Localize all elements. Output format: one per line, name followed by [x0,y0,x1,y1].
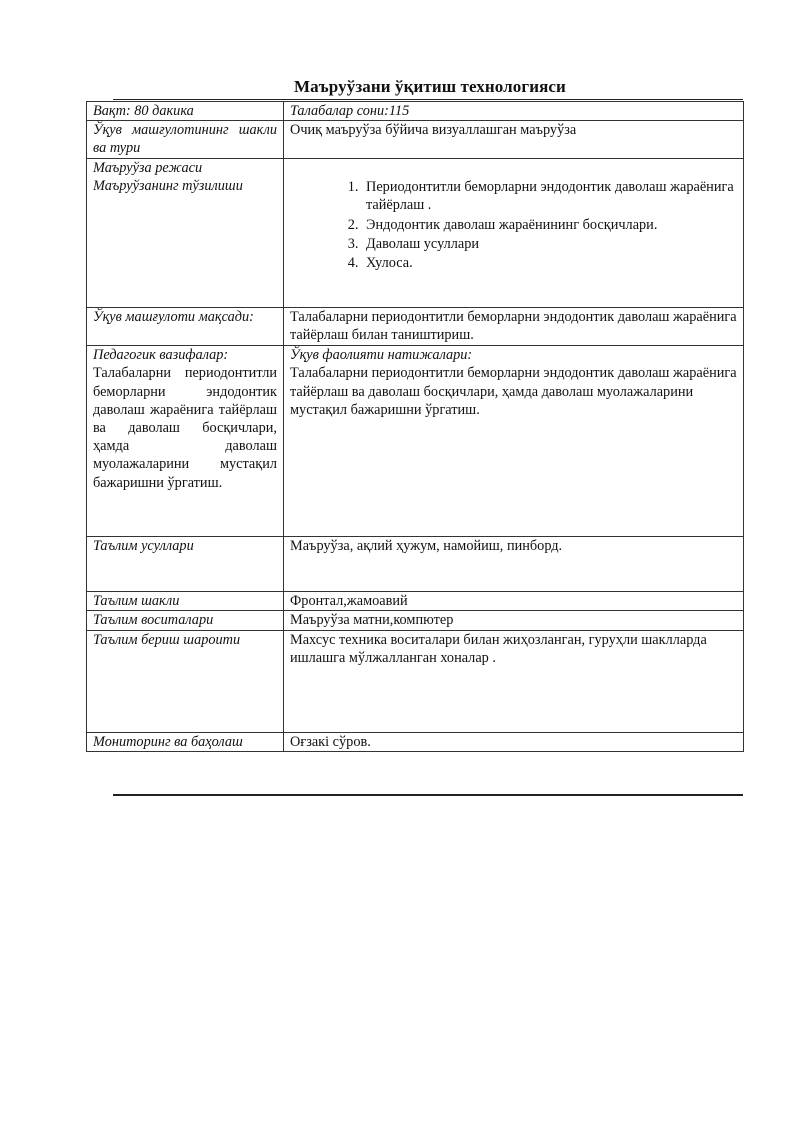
plan-label [87,159,284,308]
results-text: Талабаларни периодонтитли беморларни эндодонтик даволаш жараёнига тайёрлаш ва даволаш босқичлари, ҳамда даволаш муолажаларини мустақил бажаришни ўргатиш. [290,365,737,418]
plan-list [290,178,737,272]
tasks-text: Талабаларни периодонтитли беморларни эндодонтик даволаш жараёнига тайёрлаш ва даволаш босқичлари, ҳамда даволаш муолажаларини мустақил бажаришни ўргатиш. [93,365,277,491]
monitoring-value: Оғзакi сўров. [284,732,744,751]
students-count: Талабалар сони:115 [284,102,744,121]
table-row-goal [87,308,744,346]
table-row-form [87,592,744,611]
monitoring-label: Мониторинг ва баҳолаш [87,732,284,751]
tasks-label: Педагогик вазифалар: [93,347,229,364]
table-row-plan [87,159,744,308]
table-row-time [87,102,744,121]
methods-label: Таълим усуллари [87,537,284,592]
lesson-plan-table [86,101,744,752]
plan-item-3: 3. Даволаш усуллари [362,235,737,253]
table-row-methods [87,537,744,592]
plan-item-2: 2. Эндодонтик даволаш жараёнининг босқичлари. [362,216,737,234]
plan-list-cell [284,159,744,308]
session-form-label: Ўқув машғулотининг шакли ва тури [87,121,284,159]
form-label: Таълим шакли [87,592,284,611]
methods-value: Маъруўза, ақлий ҳужум, намойиш, пинборд. [284,537,744,592]
plan-label-line2: Маъруўзанинг тўзилиши [93,178,243,195]
results-cell [284,346,744,537]
table-row-conditions [87,630,744,732]
time-label: Вақт: 80 дакика [87,102,284,121]
tasks-cell [87,346,284,537]
table-row-means [87,611,744,630]
title-underline [113,99,743,100]
page-title: Маъруўзани ўқитиш технологияси [294,77,566,96]
table-row-session-form [87,121,744,159]
conditions-value: Махсус техника воситалари билан жиҳозланган, гуруҳли шаклларда ишлашга мўлжалланган хоналар . [284,630,744,732]
plan-item-4: 4. Хулоса. [362,254,737,272]
table-row-monitoring [87,732,744,751]
means-value: Маъруўза матни,компютер [284,611,744,630]
session-form-value: Очиқ маъруўза бўйича визуаллашган маъруўза [284,121,744,159]
table-row-tasks [87,346,744,537]
plan-label-line1: Маъруўза режаси [93,160,203,177]
goal-value: Талабаларни периодонтитли беморларни эндодонтик даволаш жараёнига тайёрлаш билан таништириш. [284,308,744,346]
means-label: Таълим воситалари [87,611,284,630]
results-label: Ўқув фаолияти натижалари: [290,347,473,364]
bottom-divider [113,794,743,796]
plan-item-1: 1. Периодонтитли беморларни эндодонтик даволаш жараёнига тайёрлаш . [362,178,737,214]
form-value: Фронтал,жамоавий [284,592,744,611]
conditions-label: Таълим бериш шароити [87,630,284,732]
goal-label: Ўқув машғулоти мақсади: [87,308,284,346]
